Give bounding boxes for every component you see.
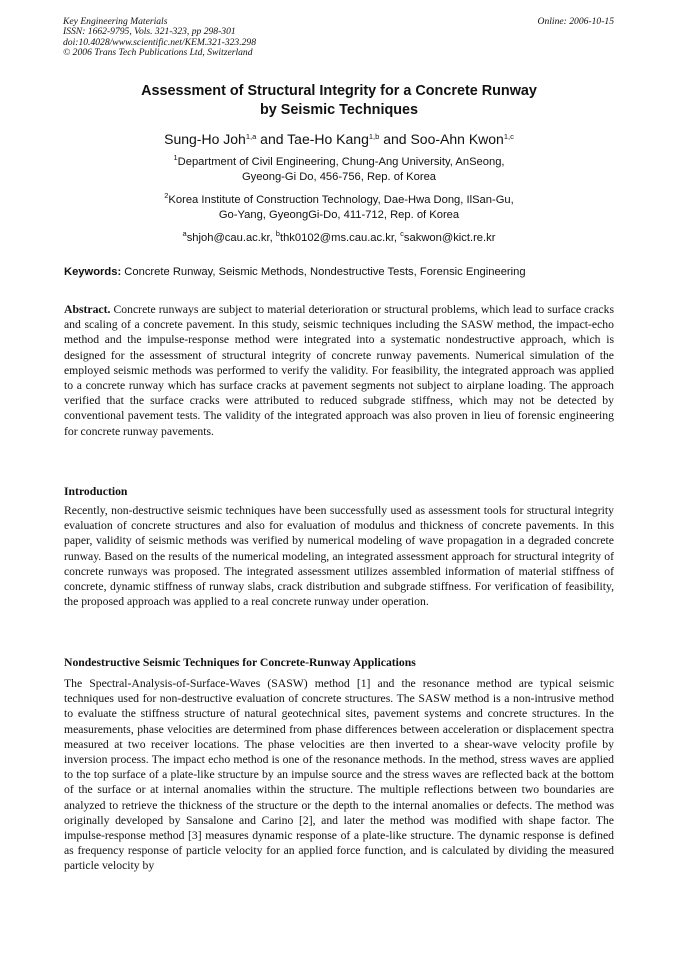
email-superscript: b [275, 229, 280, 238]
affiliation-superscript: 1 [173, 153, 178, 162]
affiliation-line: Department of Civil Engineering, Chung-Ang University, AnSeong, [177, 156, 505, 168]
author-list [64, 131, 614, 148]
email-addresses [64, 231, 614, 246]
affiliation-line: Gyeong-Gi Do, 456-756, Rep. of Korea [241, 171, 437, 183]
email-address: shjoh@cau.ac.kr, [186, 232, 276, 244]
introduction-paragraph: Recently, non-destructive seismic techniques have been successfully used as assessment tools for structural integrity evaluation of concrete structures and also for evaluation of modulus and thickness of concrete pavements. In this paper, validity of seismic methods was verified by numerical modeling of wave propagation in a degraded concrete runway. Based on the results of the numerical modeling, an integrated assessment approach for structural integrity of concrete runways was proposed. The integrated assessment utilizes assembled information of material stiffness of concrete, dynamic stiffness of runway slabs, crack distribution and subgrade stiffness. For verification of feasibility, the proposed approach was applied to a real concrete runway under operation. [64, 504, 614, 609]
section-heading-nondestructive: Nondestructive Seismic Techniques for Concrete-Runway Applications [64, 656, 416, 669]
affiliation-line: Korea Institute of Construction Technology, Dae-Hwa Dong, IlSan-Gu, [168, 194, 514, 206]
author-superscript: 1,a [245, 132, 257, 141]
author-name: Tae-Ho Kang [287, 131, 369, 147]
abstract-text: Concrete runways are subject to material deterioration or structural problems, which lead to surface cracks and scaling of a concrete pavement. In this study, seismic techniques including the SASW method, the impact-echo method and the impulse-response method were integrated into a systematic nondestructive approach, which is designed for the assessment of structural integrity of concrete runway pavements. Numerical simulation of the employed seismic methods was performed to verify the validity. For feasibility, the integrated approach was applied to a concrete runway which has surface cracks at pavement segments not subject to airplane loading. The approach verified that the surface cracks were attributed to reduced subgrade stiffness, which may not be detected by conventional pavement tests. The validity of the integrated approach was also proven in lieu of forensic engineering for concrete runway pavements. [64, 303, 614, 438]
keywords-text: Concrete Runway, Seismic Methods, Nondestructive Tests, Forensic Engineering [121, 266, 526, 278]
abstract-label: Abstract. [64, 303, 111, 316]
affiliation-line: Go-Yang, GyeongGi-Do, 411-712, Rep. of Korea [218, 209, 460, 221]
keywords-label: Keywords: [64, 266, 122, 278]
abstract [64, 302, 614, 439]
author-name: Soo-Ahn Kwon [410, 131, 504, 147]
journal-header [63, 17, 256, 59]
affiliation-2 [64, 193, 614, 223]
email-superscript: c [400, 229, 404, 238]
paper-title [64, 82, 614, 120]
author-joiner: and [379, 131, 411, 147]
affiliation-superscript: 2 [164, 191, 169, 200]
title-line-1: Assessment of Structural Integrity for a Concrete Runway [141, 83, 537, 99]
section-heading-introduction: Introduction [64, 485, 128, 498]
online-date: Online: 2006-10-15 [537, 16, 614, 27]
author-name: Sung-Ho Joh [164, 131, 246, 147]
title-line-2: by Seismic Techniques [259, 102, 419, 118]
email-address: sakwon@kict.re.kr [403, 232, 496, 244]
author-superscript: 1,b [368, 132, 380, 141]
affiliation-1 [64, 155, 614, 185]
copyright-line: © 2006 Trans Tech Publications Ltd, Switzerland [63, 47, 253, 59]
doi-line: doi:10.4028/www.scientific.net/KEM.321-323.298 [63, 36, 257, 48]
email-address: thk0102@ms.cau.ac.kr, [279, 232, 401, 244]
issn-line: ISSN: 1662-9795, Vols. 321-323, pp 298-301 [63, 26, 236, 38]
author-superscript: 1,c [503, 132, 514, 141]
journal-name: Key Engineering Materials [63, 16, 168, 27]
section-paragraph: The Spectral-Analysis-of-Surface-Waves (SASW) method [1] and the resonance method are typical seismic techniques used for non-destructive evaluation of concrete structures. The SASW method is a non-intrusive method to evaluate the stiffness structure of natural geotechnical sites, pavement systems and concrete structures. In the measurements, phase velocities are determined from phase differences between acceleration or displacement spectra measured at two receiver locations. The phase velocities are then inverted to a shear-wave velocity profile by inversion process. The impact echo method is one of the resonance methods. In the method, stress waves are applied to the top surface of a plate-like structure by an impulse source and the stress waves are reflected back at the bottom of the surface or at internal anomalies within the structure. The multiple reflections between two boundaries are analyzed to retrieve the thickness of the structure or the depth to the internal anomalies or defects. The method was originally developed by Sansalone and Carino [2], and later the method was modified with shape factor. The impulse-response method [3] measures dynamic response of a plate-like structure. The dynamic response is defined as frequency response of particle velocity for an applied force function, and is calculated by dividing the measured particle velocity by [64, 677, 614, 873]
email-superscript: a [182, 229, 187, 238]
keywords [64, 265, 614, 279]
author-joiner: and [256, 131, 288, 147]
